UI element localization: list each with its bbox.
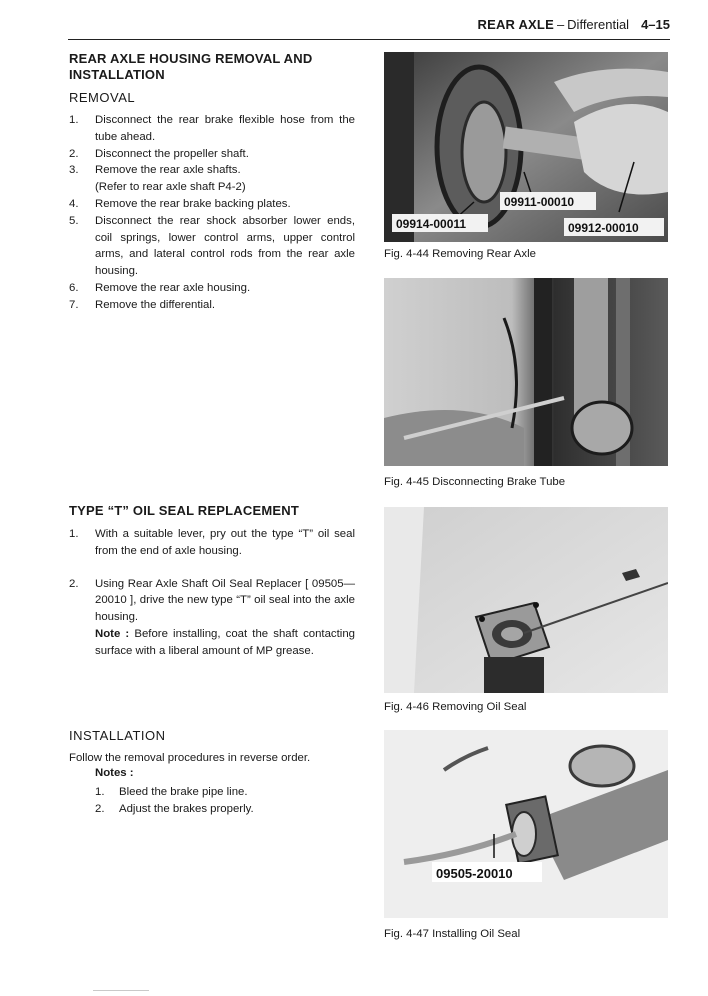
- figure-4-44-image: [384, 52, 668, 242]
- step-text: Remove the differential.: [95, 298, 216, 311]
- figure-4-44-caption: Fig. 4-44 Removing Rear Axle: [384, 248, 536, 260]
- step-text: Disconnect the rear brake flexible hose from the tube ahead.: [95, 114, 355, 143]
- step-note: [95, 626, 355, 660]
- running-header: [430, 17, 670, 37]
- notes-label: Notes :: [95, 767, 134, 779]
- oil-seal-steps: [69, 526, 355, 660]
- step-text: Remove the rear axle housing.: [95, 281, 251, 294]
- step-number: 7.: [69, 298, 79, 311]
- installation-text: Follow the removal procedures in reverse order.: [69, 752, 311, 764]
- list-item: [69, 526, 355, 560]
- note-number: 1.: [95, 786, 105, 798]
- figure-4-47-callout: 09505-20010: [436, 866, 513, 881]
- list-item: [69, 146, 355, 163]
- list-item: [69, 280, 355, 297]
- step-text: Disconnect the rear shock absorber lower ends, coil springs, lower control arms, upper control arms, and lateral control rods from the rear axle housing.: [95, 214, 355, 278]
- installation-heading: INSTALLATION: [69, 728, 166, 743]
- step-text: Remove the rear axle shafts.: [95, 164, 241, 177]
- header-dash: –: [556, 17, 565, 32]
- step-number: 1.: [69, 114, 79, 126]
- note-text: Before installing, coat the shaft contacting surface with a liberal amount of MP grease.: [95, 627, 355, 657]
- figure-4-47-photo: [384, 730, 668, 918]
- installation-notes: [95, 784, 345, 818]
- figure-4-46-image: [384, 507, 668, 693]
- step-number: 2.: [69, 147, 79, 160]
- list-item: [69, 297, 355, 314]
- step-text: Using Rear Axle Shaft Oil Seal Replacer [ 09505—20010 ], drive the new type “T” oil seal into the axle housing.: [95, 577, 355, 624]
- note-text: Bleed the brake pipe line.: [119, 786, 248, 798]
- figure-4-44-callout-2: 09914-00011: [396, 217, 467, 231]
- header-section: REAR AXLE: [477, 17, 554, 32]
- step-text: Disconnect the propeller shaft.: [95, 147, 249, 160]
- figure-4-46-caption: Fig. 4-46 Removing Oil Seal: [384, 701, 527, 713]
- figure-4-47-image: [384, 730, 668, 918]
- figure-4-47-caption: Fig. 4-47 Installing Oil Seal: [384, 928, 521, 940]
- housing-title-line2: INSTALLATION: [69, 67, 165, 82]
- step-reference: (Refer to rear axle shaft P4-2): [95, 181, 246, 194]
- figure-4-45-caption: Fig. 4-45 Disconnecting Brake Tube: [384, 476, 566, 488]
- step-number: 3.: [69, 164, 79, 177]
- figure-4-44-callout-3: 09912-00010: [568, 221, 639, 235]
- list-item: [69, 112, 355, 146]
- list-item: [69, 196, 355, 213]
- list-item: [69, 576, 355, 660]
- removal-steps: [69, 112, 355, 314]
- header-subsection: Differential: [567, 17, 630, 32]
- note-label: Note :: [95, 627, 130, 640]
- removal-heading: REMOVAL: [69, 90, 136, 105]
- note-number: 2.: [95, 802, 105, 815]
- figure-4-46-photo: [384, 507, 668, 693]
- list-item: [95, 801, 345, 818]
- step-number: 2.: [69, 577, 79, 590]
- figure-4-45-image: [384, 278, 668, 466]
- figure-4-44-callout-1: 09911-00010: [504, 195, 575, 209]
- scan-mark: [93, 990, 149, 991]
- list-item: [69, 213, 355, 280]
- note-text: Adjust the brakes properly.: [119, 802, 254, 815]
- figure-4-45-photo: [384, 278, 668, 466]
- list-item: [69, 162, 355, 196]
- step-text: Remove the rear brake backing plates.: [95, 197, 291, 210]
- step-number: 4.: [69, 197, 79, 210]
- housing-title-line1: REAR AXLE HOUSING REMOVAL AND: [69, 51, 313, 66]
- oil-seal-heading: TYPE “T” OIL SEAL REPLACEMENT: [69, 503, 299, 518]
- page-number: 4–15: [641, 17, 670, 32]
- step-text: With a suitable lever, pry out the type “T” oil seal from the end of axle housing.: [95, 528, 355, 557]
- step-number: 1.: [69, 528, 79, 540]
- figure-4-44-photo: [384, 52, 668, 242]
- header-rule: [68, 39, 670, 40]
- list-item: [95, 784, 345, 801]
- step-number: 6.: [69, 281, 79, 294]
- step-number: 5.: [69, 214, 79, 227]
- housing-title: [69, 51, 369, 83]
